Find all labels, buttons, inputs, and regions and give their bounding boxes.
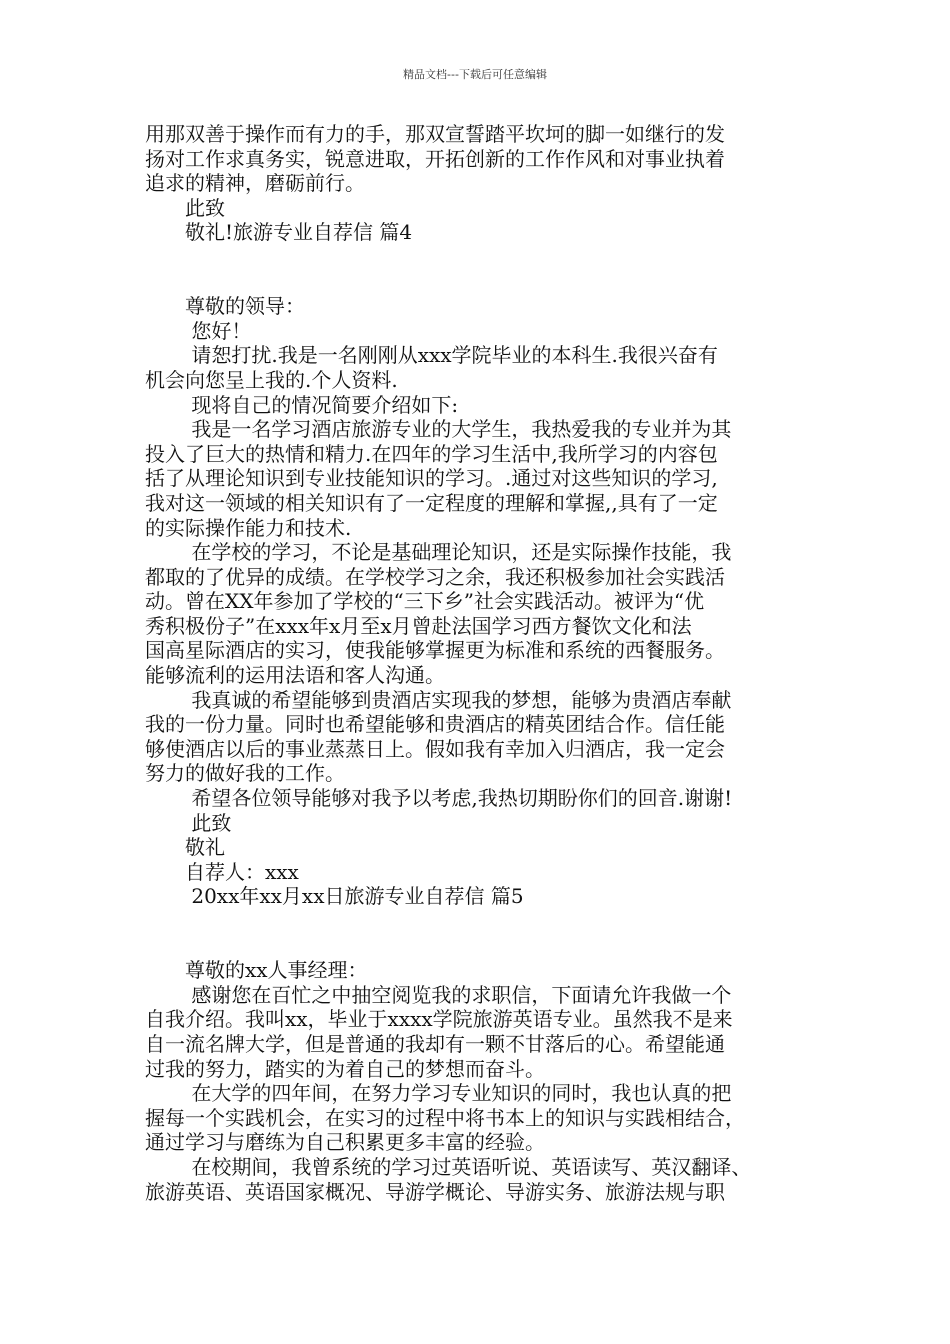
text-line: 投入了巨大的热情和精力.在四年的学习生活中,我所学习的内容包: [145, 441, 718, 466]
text-line: 希望各位领导能够对我予以考虑,我热切期盼你们的回音.谢谢!: [145, 786, 733, 811]
salutation: 尊敬的xx人事经理：: [145, 958, 368, 983]
text-line: 自我介绍。我叫xx，毕业于xxxx学院旅游英语专业。虽然我不是来: [145, 1007, 733, 1032]
text-line: 够使酒店以后的事业蒸蒸日上。假如我有幸加入归酒店，我一定会: [145, 736, 725, 761]
salutation: 尊敬的领导：: [145, 294, 305, 319]
text-line: 我的一份力量。同时也希望能够和贵酒店的精英团结合作。信任能: [145, 712, 725, 737]
document-body: [145, 122, 820, 1204]
text-line: 能够流利的运用法语和客人沟通。: [145, 663, 445, 688]
blank-line: [145, 245, 820, 270]
text-line: 秀积极份子”在xxx年x月至x月曾赴法国学习西方餐饮文化和法: [145, 613, 692, 638]
text-line: 我真诚的希望能够到贵酒店实现我的梦想，能够为贵酒店奉献: [145, 687, 732, 712]
text-line: 在大学的四年间，在努力学习专业知识的同时，我也认真的把: [145, 1081, 732, 1106]
text-line: 动。曾在XX年参加了学校的“三下乡”社会实践活动。被评为“优: [145, 589, 705, 614]
text-line: 在学校的学习，不论是基础理论知识，还是实际操作技能，我: [145, 540, 732, 565]
text-line: 努力的做好我的工作。: [145, 761, 345, 786]
section-heading: 20xx年xx月xx日旅游专业自荐信 篇5: [145, 884, 524, 909]
text-line: 追求的精神，磨砺前行。: [145, 171, 365, 196]
text-line: 我是一名学习酒店旅游专业的大学生，我热爱我的专业并为其: [145, 417, 732, 442]
page-header: 精品文档---下载后可任意编辑: [403, 68, 547, 81]
text-line: 的实际操作能力和技术.: [145, 515, 352, 540]
text-line: 通过学习与磨练为自己积累更多丰富的经验。: [145, 1130, 545, 1155]
text-line: 感谢您在百忙之中抽空阅览我的求职信，下面请允许我做一个: [145, 982, 732, 1007]
text-line: 此致: [145, 810, 232, 835]
text-line: 我对这一领域的相关知识有了一定程度的理解和掌握,,具有了一定: [145, 490, 718, 515]
text-line: 机会向您呈上我的.个人资料.: [145, 367, 398, 392]
text-line: 用那双善于操作而有力的手，那双宣誓踏平坎坷的脚一如继行的发: [145, 122, 725, 146]
text-line: 国高星际酒店的实习，使我能够掌握更为标准和系统的西餐服务。: [145, 638, 725, 663]
text-line: 过我的努力，踏实的为着自己的梦想而奋斗。: [145, 1056, 545, 1081]
blank-line: [145, 909, 820, 934]
blank-line: [145, 270, 820, 295]
text-line: 都取的了优异的成绩。在学校学习之余，我还积极参加社会实践活: [145, 564, 725, 589]
section-heading: 敬礼!旅游专业自荐信 篇4: [145, 220, 413, 245]
text-line: 敬礼: [145, 835, 225, 860]
text-line: 括了从理论知识到专业技能知识的学习。.通过对这些知识的学习,: [145, 466, 718, 491]
text-line: 在校期间，我曾系统的学习过英语听说、英语读写、英汉翻译、: [145, 1154, 752, 1179]
text-line: 握每一个实践机会，在实习的过程中将书本上的知识与实践相结合，: [145, 1105, 745, 1130]
signature-line: 自荐人：xxx: [145, 859, 299, 884]
text-line: 此致: [145, 195, 225, 220]
text-line: 自一流名牌大学，但是普通的我却有一颗不甘落后的心。希望能通: [145, 1031, 725, 1056]
text-line: 请恕打扰.我是一名刚刚从xxx学院毕业的本科生.我很兴奋有: [145, 343, 718, 368]
text-line: 现将自己的情况简要介绍如下:: [145, 392, 459, 417]
blank-line: [145, 934, 820, 959]
text-line: 您好！: [145, 318, 252, 343]
text-line: 扬对工作求真务实，锐意进取，开拓创新的工作作风和对事业执着: [145, 146, 725, 171]
text-line: 旅游英语、英语国家概况、导游学概论、导游实务、旅游法规与职: [145, 1179, 725, 1204]
